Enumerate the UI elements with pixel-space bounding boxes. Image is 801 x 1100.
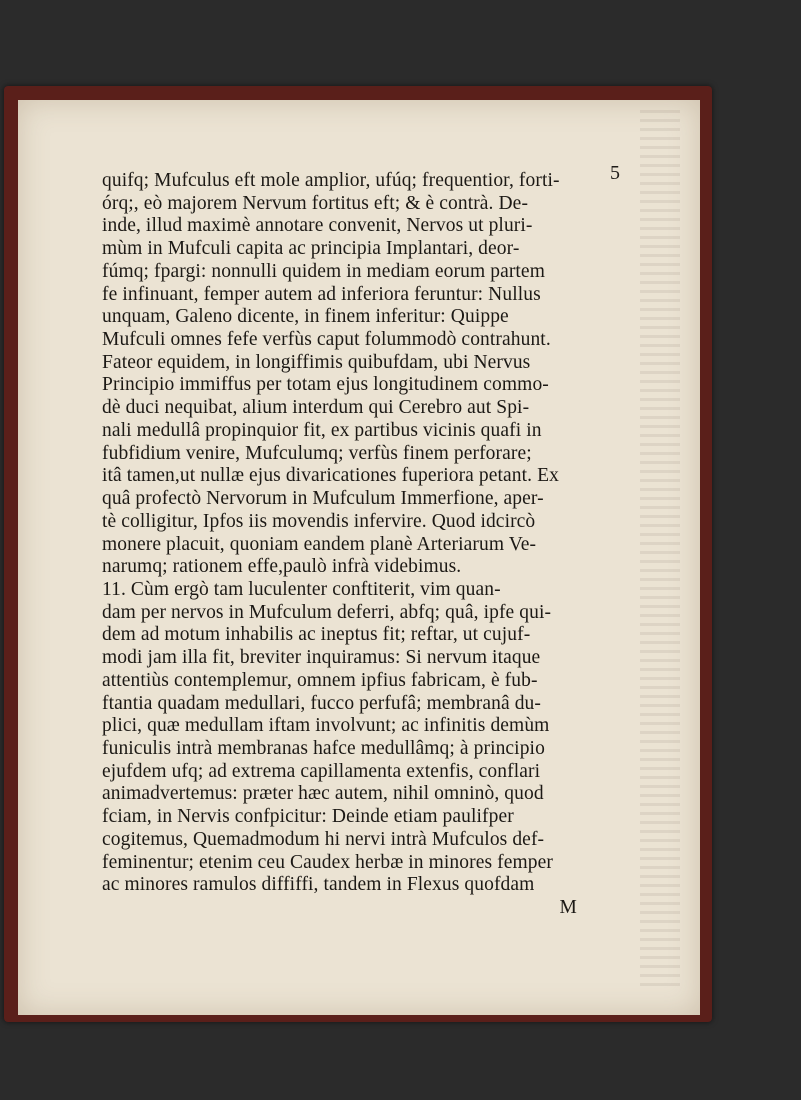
page-number: 5: [610, 162, 620, 184]
text-line: funiculis intrà membranas hafce medullâmq; à principio: [102, 737, 545, 759]
text-line: feminentur; etenim ceu Caudex herbæ in minores femper: [102, 851, 553, 873]
text-line: Fateor equidem, in longiffimis quibufdam, ubi Nervus: [102, 351, 531, 373]
text-line: tè colligitur, Ipfos iis movendis infervire. Quod idcircò: [102, 510, 536, 532]
text-line: fciam, in Nervis confpicitur: Deinde etiam paulifper: [102, 806, 514, 828]
text-line: fubfidium venire, Mufculumq; verfùs finem perforare;: [102, 442, 532, 464]
catchword: M: [559, 897, 577, 918]
text-body: [102, 170, 617, 920]
text-line: dam per nervos in Mufculum deferri, abfq; quâ, ipfe qui-: [102, 601, 552, 623]
text-line: fe infinuant, femper autem ad inferiora feruntur: Nullus: [102, 283, 541, 305]
text-line: ftantia quadam medullari, fucco perfufâ; membranâ du-: [102, 692, 541, 714]
text-line: quâ profectò Nervorum in Mufculum Immerfione, aper-: [102, 488, 544, 510]
text-line: animadvertemus: præter hæc autem, nihil omninò, quod: [102, 783, 544, 805]
text-line: mùm in Mufculi capita ac principia Implantari, deor-: [102, 238, 520, 260]
text-line: dem ad motum inhabilis ac ineptus fit; reftar, ut cujuf-: [102, 624, 531, 646]
text-line: ac minores ramulos diffiffi, tandem in Flexus quofdam: [102, 874, 535, 896]
text-line: Principio immiffus per totam ejus longitudinem commo-: [102, 374, 549, 396]
text-line: dè duci nequibat, alium interdum qui Cerebro aut Spi-: [102, 397, 530, 419]
text-line: órq;, eò majorem Nervum fortitus eft; & è contrà. De-: [102, 192, 529, 214]
text-line: fúmq; fpargi: nonnulli quidem in mediam eorum partem: [102, 260, 545, 282]
text-line: itâ tamen,ut nullæ ejus divaricationes fuperiora petant. Ex: [102, 465, 559, 487]
text-line: Mufculi omnes fefe verfùs caput folummodò contrahunt.: [102, 329, 551, 351]
text-line: plici, quæ medullam iftam involvunt; ac infinitis demùm: [102, 715, 550, 737]
text-line: narumq; rationem effe,paulò infrà videbimus.: [102, 556, 462, 578]
text-line: attentiùs contemplemur, omnem ipfius fabricam, è fub-: [102, 669, 538, 691]
text-line: monere placuit, quoniam eandem planè Arteriarum Ve-: [102, 533, 537, 555]
text-line: modi jam illa fit, breviter inquiramus: Si nervum itaque: [102, 647, 541, 669]
text-line: inde, illud maximè annotare convenit, Nervos ut pluri-: [102, 215, 533, 237]
paragraph-start-line: 11. Cùm ergò tam luculenter conftiterit, vim quan-: [102, 578, 501, 600]
text-line: cogitemus, Quemadmodum hi nervi intrà Mufculos def-: [102, 828, 545, 850]
text-line: unquam, Galeno dicente, in finem inferitur: Quippe: [102, 306, 509, 328]
text-line: nali medullâ propinquior fit, ex partibus vicinis quafi in: [102, 419, 542, 441]
page-edge-shading: [640, 110, 680, 990]
text-line: ejufdem ufq; ad extrema capillamenta extenfis, conflari: [102, 760, 541, 782]
text-line: quifq; Mufculus eft mole amplior, ufúq; frequentior, forti-: [102, 170, 560, 191]
